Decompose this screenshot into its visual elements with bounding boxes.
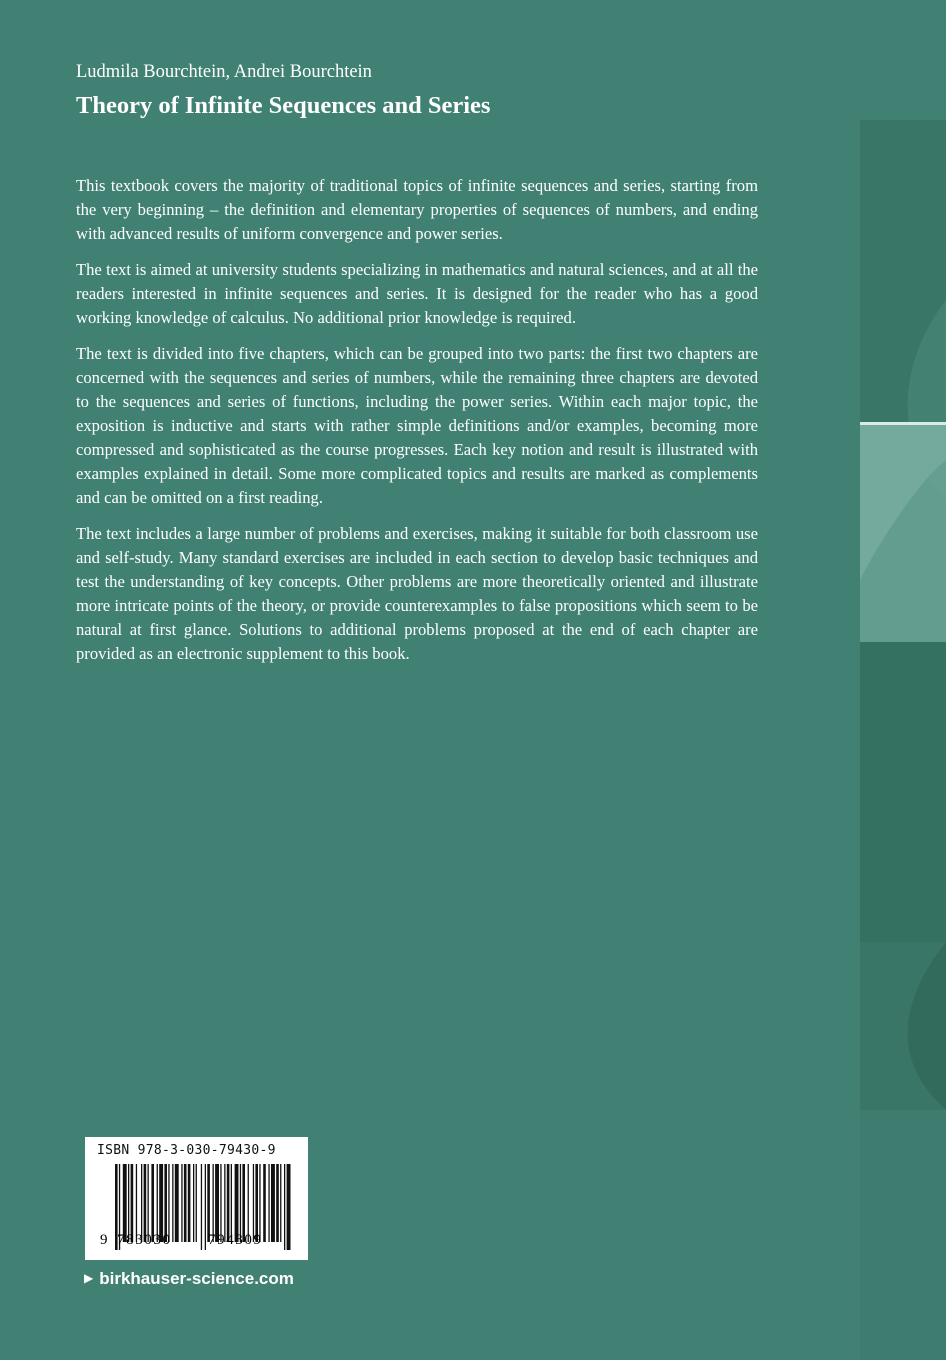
barcode-bar bbox=[268, 1164, 269, 1242]
arrow-right-icon: ▶ bbox=[84, 1271, 94, 1285]
barcode-bar bbox=[248, 1164, 249, 1242]
barcode-bar bbox=[240, 1164, 241, 1242]
barcode-bar bbox=[159, 1164, 163, 1242]
barcode-bar bbox=[213, 1164, 214, 1242]
barcode-bar bbox=[259, 1164, 260, 1242]
publisher-url: birkhauser-science.com bbox=[99, 1269, 294, 1288]
spine-decoration bbox=[860, 120, 946, 1360]
barcode-bar bbox=[255, 1164, 258, 1242]
barcode-bar bbox=[207, 1164, 210, 1242]
barcode-bar bbox=[131, 1164, 134, 1242]
barcode-bar bbox=[123, 1164, 127, 1242]
description-paragraph: The text is divided into five chapters, which can be grouped into two parts: the first two chapters are concerned with the sequences and series of numbers, while the remaining three chapters are devoted to the sequences and series of functions, including the power series. Within each major topic, the exposition is inductive and starts with rather simple definitions and/or examples, becoming more compressed and sophisticated as the course progresses. Each key notion and result is illustrated with examples explained in detail. Some more complicated topics and results are marked as complements and can be omitted on a first reading. bbox=[76, 344, 758, 507]
barcode-bar bbox=[188, 1164, 191, 1242]
barcode-bar bbox=[263, 1164, 266, 1242]
publisher-link[interactable] bbox=[84, 1267, 294, 1290]
authors: Ludmila Bourchtein, Andrei Bourchtein bbox=[76, 62, 372, 82]
isbn-label: ISBN 978-3-030-79430-9 bbox=[97, 1143, 276, 1158]
barcode-bar bbox=[227, 1164, 230, 1242]
barcode-bar bbox=[175, 1164, 179, 1242]
description bbox=[76, 174, 758, 678]
barcode-bar bbox=[287, 1164, 291, 1250]
barcode-bar bbox=[144, 1164, 147, 1242]
description-paragraph: This textbook covers the majority of traditional topics of infinite sequences and series, starting from the very beginning – the definition and elementary properties of sequences of numbers, and ending with advanced results of uniform convergence and power series. bbox=[76, 176, 758, 243]
ean-digits-right: 794309 bbox=[208, 1232, 263, 1248]
barcode-bar bbox=[157, 1164, 158, 1242]
barcode-bar bbox=[253, 1164, 254, 1242]
barcode-bar bbox=[271, 1164, 275, 1242]
barcode-bar bbox=[141, 1164, 142, 1242]
barcode-bar bbox=[196, 1164, 197, 1242]
barcode-bar bbox=[151, 1164, 154, 1242]
barcode-bar bbox=[205, 1164, 206, 1250]
barcode-bar bbox=[193, 1164, 194, 1242]
barcode-bar bbox=[242, 1164, 245, 1242]
barcode-bar bbox=[148, 1164, 149, 1242]
barcode-bar bbox=[136, 1164, 137, 1242]
barcode-bar bbox=[215, 1164, 219, 1242]
barcode-bar bbox=[224, 1164, 225, 1242]
barcode-bar bbox=[164, 1164, 167, 1242]
barcode-bar bbox=[276, 1164, 279, 1242]
barcode-bar bbox=[168, 1164, 169, 1242]
barcode-bar bbox=[128, 1164, 129, 1242]
ean-lead-digit: 9 bbox=[100, 1232, 108, 1248]
barcode-bar bbox=[231, 1164, 232, 1242]
barcode-bar bbox=[184, 1164, 187, 1242]
barcode-bar bbox=[172, 1164, 173, 1242]
book-title: Theory of Infinite Sequences and Series bbox=[76, 92, 491, 119]
description-paragraph: The text is aimed at university students specializing in mathematics and natural sciences, and at all the readers interested in infinite sequences and series. It is designed for the reader who has a good working knowledge of calculus. No additional prior knowledge is required. bbox=[76, 260, 758, 327]
ean-digits-left: 783030 bbox=[117, 1232, 172, 1248]
barcode-bar bbox=[235, 1164, 239, 1242]
description-paragraph: The text includes a large number of problems and exercises, making it suitable for both classroom use and self-study. Many standard exercises are included in each section to develop basic techniques and test the understanding of key concepts. Other problems are more theoretically oriented and illustrate more intricate points of the theory, or provide counterexamples to false propositions which seem to be natural at first glance. Solutions to additional problems proposed at the end of each chapter are provided as an electronic supplement to this book. bbox=[76, 524, 758, 663]
barcode-bar bbox=[220, 1164, 221, 1242]
barcode-bar bbox=[284, 1164, 285, 1250]
barcode-bar bbox=[181, 1164, 182, 1242]
barcode-bar bbox=[201, 1164, 202, 1250]
barcode-bar bbox=[280, 1164, 281, 1242]
